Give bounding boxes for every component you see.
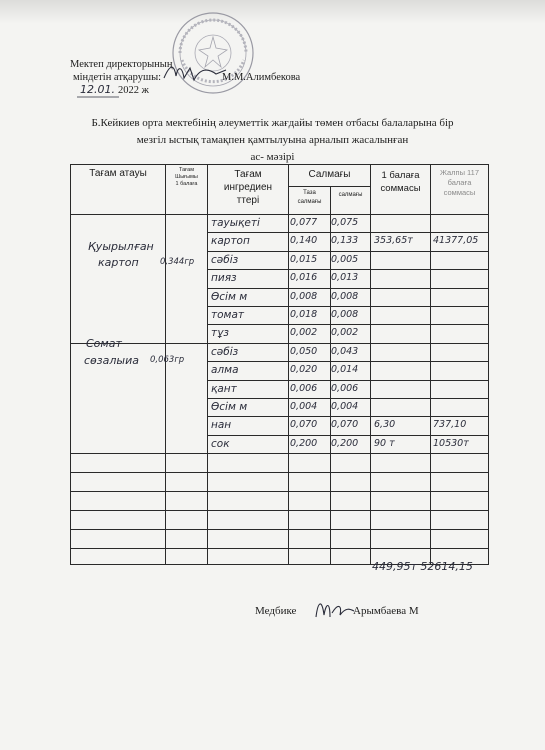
gross-weight-cell: 0,006 <box>290 383 318 394</box>
grid-line <box>207 251 489 252</box>
ingredient-cell: картоп <box>211 235 250 247</box>
col-header-portion-line1: Тағам <box>178 167 195 173</box>
gross-weight-cell: 0,077 <box>290 217 318 228</box>
ingredient-cell: алма <box>211 364 239 376</box>
col-header-weight-net: салмағы <box>338 192 363 198</box>
director-name: М.М.Алимбекова <box>222 72 301 83</box>
col-header-weight-gross-line2: салмағы <box>297 199 322 205</box>
per-child-sum-cell: 90 т <box>374 438 395 449</box>
dish1-name-line2: картоп <box>98 256 139 269</box>
director-label-line1: Мектеп директорының <box>70 59 173 70</box>
col-header-total <box>431 168 488 198</box>
gross-weight-cell: 0,015 <box>290 254 318 265</box>
gross-weight-cell: 0,004 <box>290 401 318 412</box>
grid-line <box>70 510 489 511</box>
net-weight-cell: 0,006 <box>331 383 359 394</box>
col-header-per-child <box>371 169 430 195</box>
net-weight-cell: 0,002 <box>331 327 359 338</box>
grid-line <box>70 548 489 549</box>
col-header-ingredients <box>208 168 288 207</box>
grid-line <box>70 343 489 344</box>
grid-line <box>207 232 489 233</box>
grid-line <box>288 164 289 564</box>
grid-line <box>207 288 489 289</box>
grid-line <box>207 361 489 362</box>
gross-weight-cell: 0,020 <box>290 364 318 375</box>
col-header-ingredients-line2: ингредиен <box>223 182 273 193</box>
title-line3: ас- мәзірі <box>250 151 295 163</box>
date-handwritten: 12.01. <box>80 83 115 96</box>
grid-line <box>207 164 208 564</box>
grid-line <box>70 214 489 215</box>
director-label-line2: міндетін атқарушы: <box>73 72 162 83</box>
ingredient-cell: сок <box>211 438 230 450</box>
grid-line <box>207 435 489 436</box>
grid-line <box>288 186 370 187</box>
ingredient-cell: қант <box>211 383 237 395</box>
col-header-portion-line2: Шығымы <box>175 174 198 180</box>
gross-weight-cell: 0,200 <box>290 438 318 449</box>
title-line1: Б.Кейкиев орта мектебінің әлеуметтік жағдайы төмен отбасы балаларына бір <box>91 117 454 129</box>
col-header-weight-gross <box>289 189 330 207</box>
per-child-sum-cell: 353,65т <box>374 235 413 246</box>
net-weight-cell: 0,008 <box>331 291 359 302</box>
grid-line <box>488 164 489 564</box>
net-weight-cell: 0,014 <box>331 364 359 375</box>
nurse-label: Медбике <box>255 605 297 617</box>
per-child-sum-cell: 6,30 <box>374 419 396 430</box>
net-weight-cell: 0,008 <box>331 309 359 320</box>
dish2-portion: 0,063гр <box>150 355 185 365</box>
grid-line <box>207 398 489 399</box>
gross-weight-cell: 0,008 <box>290 291 318 302</box>
scan-edge-shadow <box>0 0 545 24</box>
grid-line <box>207 324 489 325</box>
gross-weight-cell: 0,050 <box>290 346 318 357</box>
ingredient-cell: Өсім м <box>211 401 248 413</box>
grid-line <box>70 491 489 492</box>
grid-line <box>70 453 489 454</box>
col-header-dish-name: Тағам атауы <box>89 168 147 179</box>
grid-line <box>207 269 489 270</box>
grid-line <box>370 164 371 564</box>
ingredient-cell: тауықеті <box>211 217 260 229</box>
col-header-total-line2: балаға <box>447 178 472 187</box>
col-header-portion-line3: 1 балаға <box>175 181 198 187</box>
ingredient-cell: нан <box>211 419 232 431</box>
grid-line <box>207 416 489 417</box>
grid-line <box>70 164 489 165</box>
net-weight-cell: 0,133 <box>331 235 359 246</box>
ingredient-cell: сәбіз <box>211 346 239 358</box>
net-weight-cell: 0,075 <box>331 217 359 228</box>
nurse-signature <box>312 595 356 623</box>
dish1-name-line1: Қуырылған <box>88 240 154 253</box>
col-header-total-line3: соммасы <box>443 188 476 197</box>
grid-line <box>430 164 431 564</box>
col-header-ingredients-line1: Тағам <box>234 169 262 180</box>
grid-line <box>70 164 71 564</box>
net-weight-cell: 0,070 <box>331 419 359 430</box>
net-weight-cell: 0,200 <box>331 438 359 449</box>
col-header-portion <box>166 167 207 188</box>
gross-weight-cell: 0,016 <box>290 272 318 283</box>
date-year: 2022 ж <box>118 85 149 96</box>
col-header-total-line1: Жалпы 117 <box>439 168 480 177</box>
gross-weight-cell: 0,002 <box>290 327 318 338</box>
nurse-name: Арымбаева М <box>353 605 419 617</box>
net-weight-cell: 0,004 <box>331 401 359 412</box>
col-header-per-child-line1: 1 балаға <box>381 170 420 181</box>
title-line2: мезгіл ыстық тамақпен қамтылуына арналып жасалынған <box>136 134 409 146</box>
total-sum-cell: 10530т <box>433 438 469 449</box>
ingredient-cell: сәбіз <box>211 254 239 266</box>
col-header-weight-gross-line1: Таза <box>303 190 316 196</box>
ingredient-cell: пияз <box>211 272 237 284</box>
grid-line <box>207 306 489 307</box>
col-header-ingredients-line3: ттері <box>236 195 260 206</box>
gross-weight-cell: 0,070 <box>290 419 318 430</box>
grid-line <box>70 529 489 530</box>
ingredient-cell: томат <box>211 309 245 321</box>
director-signature <box>160 62 230 84</box>
net-weight-cell: 0,005 <box>331 254 359 265</box>
dish1-portion: 0,344гр <box>160 257 195 267</box>
dish2-name-line2: сөзалыиа <box>84 354 139 367</box>
dish2-name-line1: Сомат <box>86 337 122 350</box>
total-sum-cell: 41377,05 <box>433 235 479 246</box>
grid-line <box>70 472 489 473</box>
total-sum-cell: 737,10 <box>433 419 467 430</box>
col-header-weight: Салмағы <box>308 169 351 180</box>
gross-weight-cell: 0,140 <box>290 235 318 246</box>
net-weight-cell: 0,013 <box>331 272 359 283</box>
date-underline <box>76 94 120 100</box>
ingredient-cell: тұз <box>211 327 229 339</box>
grand-total: 449,95т 52614,15 <box>372 560 473 573</box>
net-weight-cell: 0,043 <box>331 346 359 357</box>
ingredient-cell: Өсім м <box>211 291 248 303</box>
col-header-per-child-line2: соммасы <box>380 183 421 194</box>
grid-line <box>207 380 489 381</box>
gross-weight-cell: 0,018 <box>290 309 318 320</box>
